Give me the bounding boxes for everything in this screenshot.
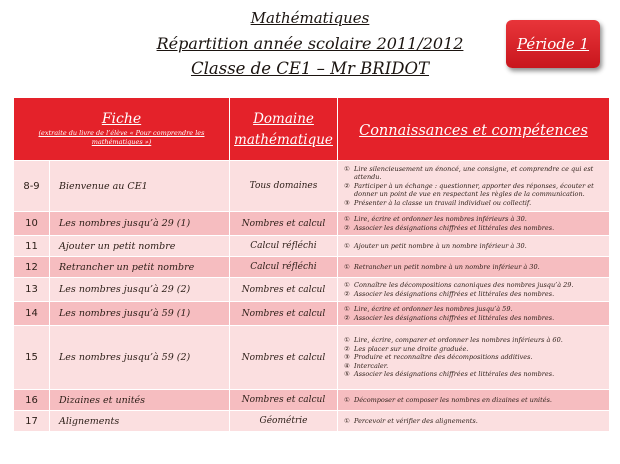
header-domaine	[230, 98, 338, 161]
competence-item	[344, 370, 605, 378]
competence-text: Associer les désignations chiffrées et littérales des nombres.	[354, 370, 555, 379]
item-number-mark: ①	[344, 416, 350, 425]
competence-item	[344, 417, 605, 425]
fiche-number: 8-9	[14, 161, 50, 212]
table-row	[14, 390, 610, 411]
table-row	[14, 236, 610, 257]
competence-item	[344, 199, 605, 207]
competences-cell	[338, 212, 610, 236]
competence-item	[344, 362, 605, 370]
title-subject: Mathématiques	[250, 9, 370, 27]
competence-text: Associer les désignations chiffrées et littérales des nombres.	[354, 289, 555, 298]
competence-item	[344, 224, 605, 232]
fiche-title: Les nombres jusqu’à 59 (2)	[50, 326, 230, 390]
title-class: Classe de CE1 – Mr BRIDOT	[190, 59, 430, 78]
table-row	[14, 257, 610, 278]
item-number-mark: ①	[344, 164, 350, 173]
item-number-mark: ①	[344, 241, 350, 250]
header-competences	[338, 98, 610, 161]
math-domain: Calcul réfléchi	[230, 236, 338, 257]
fiche-number: 12	[14, 257, 50, 278]
period-badge-label: Période 1	[516, 35, 590, 53]
header-fiche-label: Fiche	[101, 111, 142, 127]
fiche-title: Alignements	[50, 411, 230, 432]
item-number-mark: ①	[344, 281, 350, 290]
competence-item	[344, 165, 605, 182]
competence-text: Décomposer et composer les nombres en dizaines et unités.	[354, 395, 552, 404]
math-domain: Nombres et calcul	[230, 302, 338, 326]
item-number-mark: ①	[344, 262, 350, 271]
competence-text: Connaître les décompositions canoniques des nombres jusqu’à 29.	[354, 281, 574, 290]
competence-item	[344, 314, 605, 322]
item-number-mark: ②	[344, 344, 350, 353]
competence-item	[344, 215, 605, 223]
fiche-title: Bienvenue au CE1	[50, 161, 230, 212]
competence-text: Percevoir et vérifier des alignements.	[354, 416, 478, 425]
competence-text: Lire, écrire et ordonner les nombres inférieurs à 30.	[354, 215, 527, 224]
table-row	[14, 278, 610, 302]
period-badge	[506, 20, 600, 68]
competences-cell	[338, 278, 610, 302]
competence-item	[344, 396, 605, 404]
competences-cell	[338, 161, 610, 212]
competence-text: Présenter à la classe un travail individuel ou collectif.	[354, 198, 532, 207]
competence-text: Intercaler.	[354, 361, 389, 370]
fiche-number: 10	[14, 212, 50, 236]
item-number-mark: ①	[344, 336, 350, 345]
table-row	[14, 411, 610, 432]
math-domain: Géométrie	[230, 411, 338, 432]
competence-item	[344, 353, 605, 361]
header-domaine-label: Domaine mathématique	[234, 111, 333, 148]
fiche-number: 17	[14, 411, 50, 432]
competence-item	[344, 290, 605, 298]
header-fiche	[14, 98, 230, 161]
fiche-title: Les nombres jusqu’à 29 (1)	[50, 212, 230, 236]
table-row	[14, 302, 610, 326]
math-domain: Nombres et calcul	[230, 278, 338, 302]
header-fiche-note: (extraite du livre de l’élève « Pour comprendre les mathématiques »)	[38, 129, 205, 146]
fiche-title: Ajouter un petit nombre	[50, 236, 230, 257]
item-number-mark: ③	[344, 353, 350, 362]
item-number-mark: ②	[344, 223, 350, 232]
fiche-title: Les nombres jusqu’à 59 (1)	[50, 302, 230, 326]
table-row	[14, 161, 610, 212]
competence-item	[344, 263, 605, 271]
math-domain: Nombres et calcul	[230, 212, 338, 236]
competence-text: Ajouter un petit nombre à un nombre inférieur à 30.	[354, 241, 527, 250]
item-number-mark: ③	[344, 198, 350, 207]
math-domain: Nombres et calcul	[230, 390, 338, 411]
item-number-mark: ②	[344, 181, 350, 190]
fiche-number: 16	[14, 390, 50, 411]
competence-text: Lire, écrire, comparer et ordonner les nombres inférieurs à 60.	[354, 336, 563, 345]
fiche-number: 11	[14, 236, 50, 257]
item-number-mark: ⑤	[344, 370, 350, 379]
math-domain: Tous domaines	[230, 161, 338, 212]
math-domain: Nombres et calcul	[230, 326, 338, 390]
item-number-mark: ④	[344, 361, 350, 370]
fiche-number: 15	[14, 326, 50, 390]
progression-table	[13, 97, 610, 432]
fiche-number: 13	[14, 278, 50, 302]
item-number-mark: ①	[344, 395, 350, 404]
competence-text: Associer les désignations chiffrées et littérales des nombres.	[354, 313, 555, 322]
fiche-title: Dizaines et unités	[50, 390, 230, 411]
item-number-mark: ②	[344, 313, 350, 322]
item-number-mark: ①	[344, 215, 350, 224]
competence-text: Participer à un échange : questionner, apporter des réponses, écouter et donner un point de vue en respectant les règles de la communication.	[354, 181, 594, 199]
fiche-title: Retrancher un petit nombre	[50, 257, 230, 278]
competence-text: Retrancher un petit nombre à un nombre inférieur à 30.	[354, 262, 540, 271]
fiche-number: 14	[14, 302, 50, 326]
competence-item	[344, 182, 605, 199]
table-header-row	[14, 98, 610, 161]
table-row	[14, 212, 610, 236]
competence-item	[344, 345, 605, 353]
competences-cell	[338, 236, 610, 257]
competences-cell	[338, 257, 610, 278]
document-title-block	[120, 6, 500, 81]
competence-text: Produire et reconnaître des décompositions additives.	[354, 353, 533, 362]
table-row	[14, 326, 610, 390]
competences-cell	[338, 326, 610, 390]
competence-text: Les placer sur une droite graduée.	[354, 344, 469, 353]
competences-cell	[338, 411, 610, 432]
competences-cell	[338, 302, 610, 326]
competence-item	[344, 336, 605, 344]
header-competences-label: Connaissances et compétences	[359, 122, 588, 139]
item-number-mark: ②	[344, 289, 350, 298]
competence-item	[344, 281, 605, 289]
competence-text: Associer les désignations chiffrées et littérales des nombres.	[354, 223, 555, 232]
title-repartition: Répartition année scolaire 2011/2012	[156, 34, 464, 53]
competence-item	[344, 242, 605, 250]
competence-item	[344, 305, 605, 313]
competence-text: Lire silencieusement un énoncé, une consigne, et comprendre ce qui est attendu.	[354, 164, 594, 182]
item-number-mark: ①	[344, 305, 350, 314]
table-body	[14, 161, 610, 432]
fiche-title: Les nombres jusqu’à 29 (2)	[50, 278, 230, 302]
competences-cell	[338, 390, 610, 411]
competence-text: Lire, écrire et ordonner les nombres jusqu’à 59.	[354, 305, 513, 314]
math-domain: Calcul réfléchi	[230, 257, 338, 278]
